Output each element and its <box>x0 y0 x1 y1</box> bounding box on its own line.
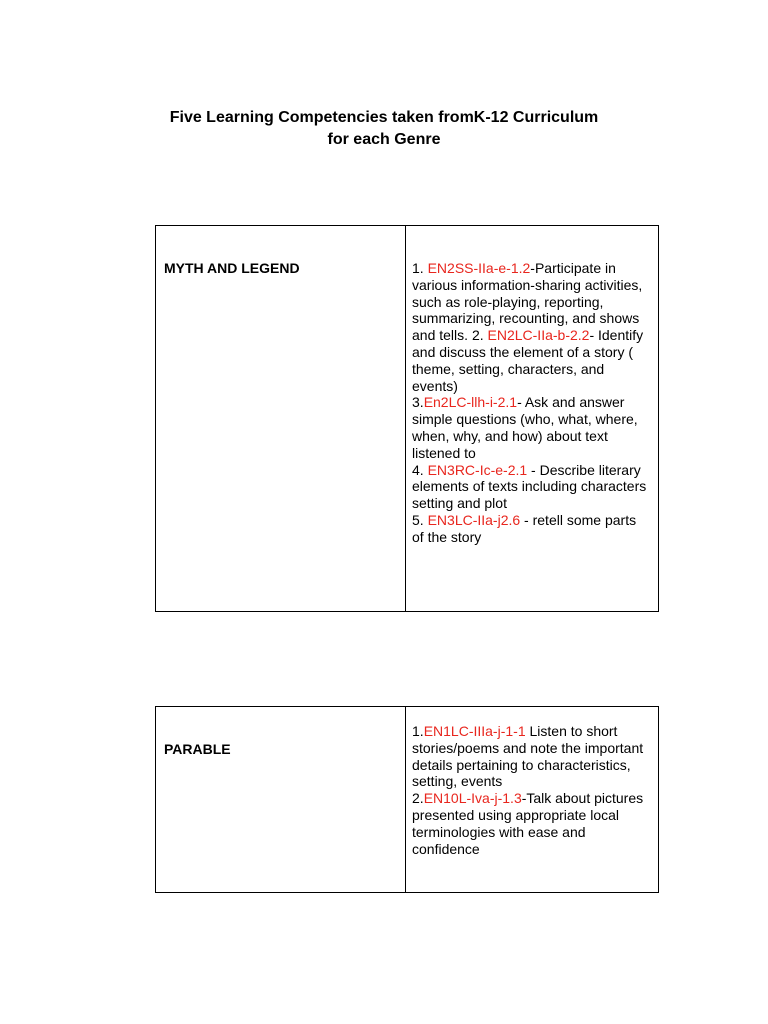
competency-code: EN1LC-IIIa-j-1-1 <box>423 723 526 739</box>
document-title <box>0 107 768 151</box>
genre-table-parable <box>155 706 659 893</box>
competency-number: 5. <box>412 511 428 528</box>
competency-item <box>412 394 638 460</box>
competency-number: 4. <box>412 461 428 478</box>
table-row <box>156 226 659 612</box>
table-row <box>156 707 659 893</box>
competency-code: En2LC-llh-i-2.1 <box>423 394 518 411</box>
competency-number: 2. <box>412 790 424 807</box>
competency-number: 1. <box>412 723 424 739</box>
competency-text: -Participate in various information-sharing activities, such as role-playing, reporting, summarizing, recounting, and shows and tells. <box>412 260 643 344</box>
genre-table-myth-and-legend <box>155 225 659 612</box>
document-title-line-1: Five Learning Competencies taken fromK-12 Curriculum <box>169 109 599 126</box>
competency-number: 2. <box>471 327 488 344</box>
genre-name-cell: MYTH AND LEGEND <box>156 226 406 612</box>
competency-code: EN3RC-Ic-e-2.1 <box>427 461 528 478</box>
competencies-cell <box>406 707 659 893</box>
competency-text: -Talk about pictures presented using appropriate local terminologies with ease and confidence <box>412 790 644 857</box>
competency-item <box>412 462 646 512</box>
competency-item <box>412 790 643 856</box>
competency-text: - Identify and discuss the element of a story ( theme, setting, characters, and events) <box>412 327 644 394</box>
competency-item <box>412 723 643 789</box>
competency-number: 3. <box>412 394 424 411</box>
competency-text: - Describe literary elements of texts including characters setting and plot <box>412 461 647 512</box>
competency-number: 1. <box>412 260 428 276</box>
competencies-cell <box>406 226 659 612</box>
competency-code: EN2LC-IIa-b-2.2 <box>487 327 590 344</box>
competency-text: - Ask and answer simple questions (who, what, where, when, why, and how) about text listened to <box>412 394 638 461</box>
competency-code: EN2SS-IIa-e-1.2 <box>427 260 531 276</box>
competency-item <box>412 512 636 545</box>
document-title-line-2: for each Genre <box>327 131 441 148</box>
competency-code: EN3LC-IIa-j2.6 <box>427 511 521 528</box>
competency-text: Listen to short stories/poems and note the important details pertaining to characteristics, setting, events <box>412 723 644 790</box>
competency-text: - retell some parts of the story <box>412 511 637 545</box>
competency-code: EN10L-Iva-j-1.3 <box>423 790 522 807</box>
genre-name-cell: PARABLE <box>156 707 406 893</box>
